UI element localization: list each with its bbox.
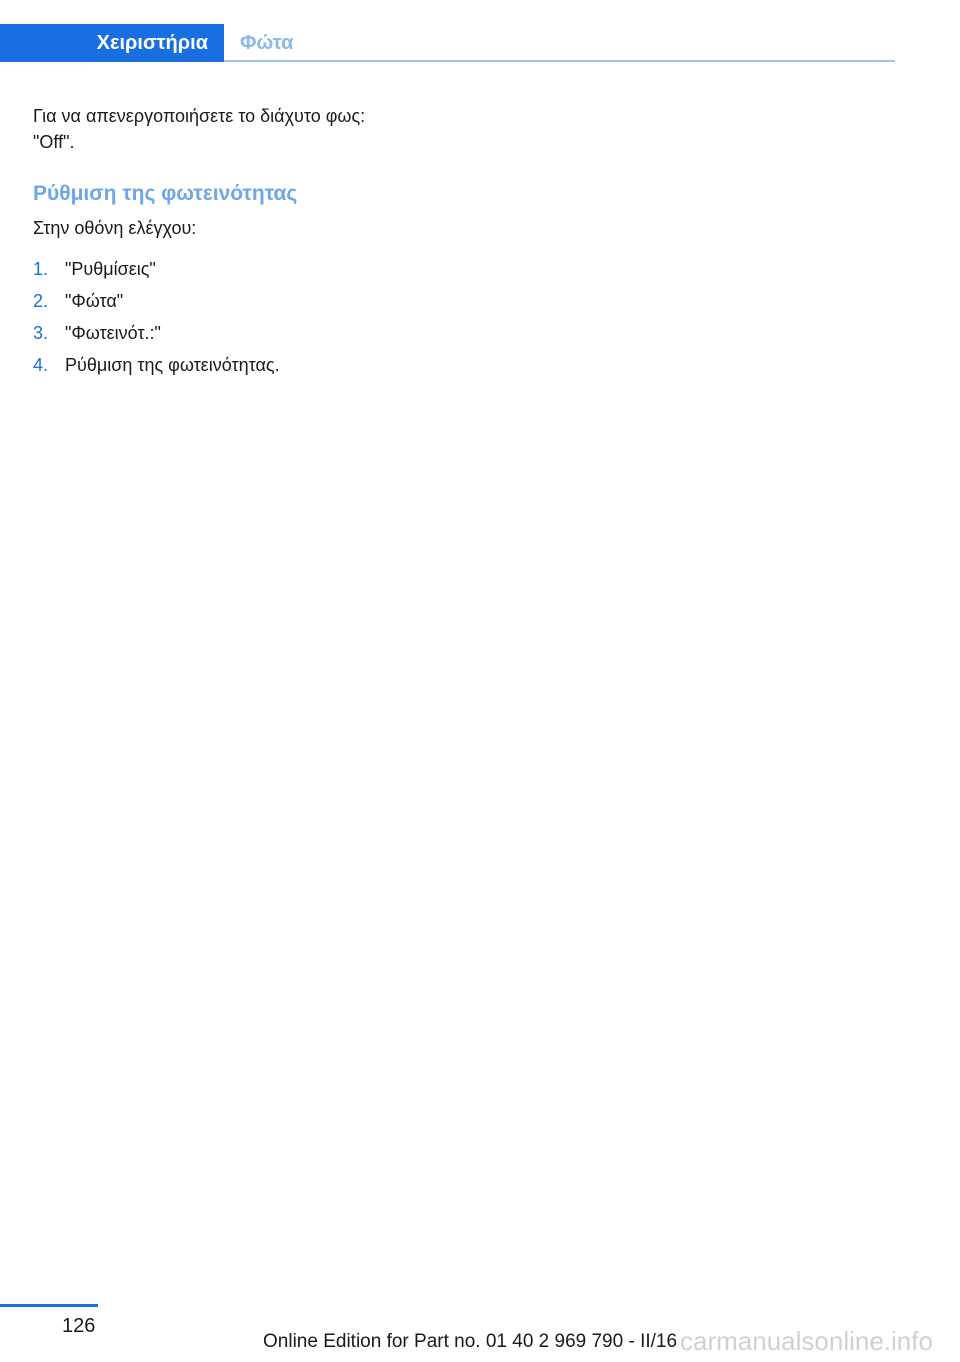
step-text: Ρύθμιση της φωτεινότητας.: [65, 355, 280, 375]
page-header: [0, 24, 895, 62]
step-number: 3.: [33, 323, 49, 343]
step-number: 4.: [33, 355, 49, 375]
page-content: [33, 103, 453, 381]
step-number: 1.: [33, 259, 49, 279]
page-number: 126: [62, 1315, 96, 1337]
ambient-light-off-instruction: Για να απενεργοποιήσετε το διάχυτο φως:: [33, 106, 366, 126]
step-item: [33, 317, 453, 349]
brightness-steps: [33, 253, 453, 381]
step-item: [33, 349, 453, 381]
footer-rule: [0, 1304, 98, 1307]
step-number: 2.: [33, 291, 49, 311]
section-tab[interactable]: Χειριστήρια: [0, 24, 224, 62]
ambient-light-off-option: "Off".: [33, 132, 75, 152]
step-text: "Φωτεινότ.:": [65, 323, 161, 343]
chapter-tab[interactable]: Φώτα: [240, 32, 294, 54]
brightness-heading: Ρύθμιση της φωτεινότητας: [33, 182, 298, 205]
step-item: [33, 285, 453, 317]
step-item: [33, 253, 453, 285]
step-text: "Φώτα": [65, 291, 124, 311]
step-text: "Ρυθμίσεις": [65, 259, 156, 279]
brightness-lead: Στην οθόνη ελέγχου:: [33, 218, 197, 238]
edition-note: Online Edition for Part no. 01 40 2 969 790 - II/16: [263, 1331, 678, 1352]
watermark: carmanualsonline.info: [680, 1326, 933, 1356]
